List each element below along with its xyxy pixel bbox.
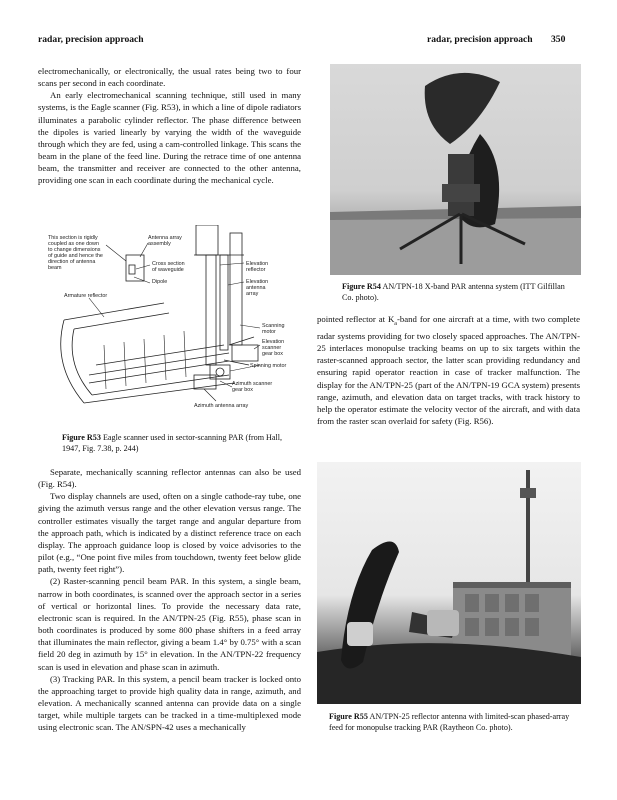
callout-cross-section: of waveguide bbox=[152, 267, 184, 273]
callout-elevation-gearbox: scanner bbox=[262, 345, 282, 351]
left-column-top bbox=[38, 65, 301, 187]
caption-text: AN/TPN-18 X-band PAR antenna system (ITT Gilfillan Co. photo). bbox=[342, 282, 565, 302]
tpn25-antenna-photo bbox=[317, 462, 581, 704]
paragraph bbox=[317, 313, 580, 427]
paragraph: (2) Raster-scanning pencil beam PAR. In this system, a single beam, narrow in both coordinates, is scanned over the approach sector in a series of vertical or horizontal lines. To provide the necessary data rate, electronic scan is required. In the AN/TPN-25 (Fig. R55), phase scan in both coordinates is produced by some 800 phase shifters in a feed array that illuminates the main reflector, giving a beam 1.4° by 0.75° with a scan field 20 deg in azimuth by 15° in elevation. In the AN/TPN-22 frequency scan is used in elevation and phase scan in azimuth. bbox=[38, 576, 301, 672]
callout-elevation-array: antenna bbox=[246, 285, 266, 291]
callout-section-note: This section is rigidly bbox=[48, 235, 98, 241]
callout-elevation-gearbox: Elevation bbox=[262, 339, 285, 345]
callout-scanning-motor: motor bbox=[262, 329, 276, 335]
caption-text: Eagle scanner used in sector-scanning PAR (from Hall, 1947, Fig. 7.38, p. 244) bbox=[62, 433, 283, 453]
paragraph: Two display channels are used, often on a single cathode-ray tube, one giving the azimuth versus range and the other elevation versus range. The controller estimates visually the target range and angular departure from the approach path, which is indicated by a distinct reference trace on each display. The approach guidance loop is closed by voice advisories to the pilot (e.g., “One point five miles from touchdown, twenty feet below glide path, twenty feet right”). bbox=[38, 491, 301, 575]
callout-scanning-motor: Scanning bbox=[262, 323, 285, 329]
paragraph-rest: -band for one aircraft at a time, with two complete radar systems providing for two closely spaced approaches. The AN/TPN-25 interlaces monopulse tracking beams on up to six targets within the raster-scanned approach sector, the latter scan providing redundancy and ensuring rapid operator reaction in case of tracker malfunction. The display for the AN/TPN-25 (part of the AN/TPN-19 GCA system) presents range, azimuth, and elevation data on target tracks, with track history to help the operator estimate the velocity vector of the aircraft, and with data from the raster scan overlaid for safety (Fig. R56). bbox=[317, 314, 581, 426]
callout-antenna-array: assembly bbox=[148, 241, 171, 247]
callout-section-note: beam bbox=[48, 265, 62, 271]
par-antenna-photo bbox=[330, 64, 581, 275]
callout-azimuth-gearbox: Azimuth scanner bbox=[232, 381, 273, 387]
callout-cross-section: Cross section bbox=[152, 261, 185, 267]
callout-elevation-reflector: reflector bbox=[246, 267, 266, 273]
paragraph: An early electromechanical scanning technique, still used in many systems, is the Eagle scanner (Fig. R53), in which a line of dipole radiators illuminates a parabolic cylinder reflector. The phase difference between the dipoles is varied linearly by varying the width of the waveguide through which they are fed, using a cam-controlled linkage. This scans the beam in the plane of the feed line. During the retrace time of one antenna beam, the transmitter and receiver are connected to the other antenna, providing one scan in each coordinate during the mechanical cycle. bbox=[38, 90, 301, 186]
figure-r55-caption bbox=[329, 711, 575, 733]
caption-text: AN/TPN-25 reflector antenna with limited-scan phased-array feed for monopulse tracking PAR (Raytheon Co. photo). bbox=[329, 712, 570, 732]
figure-r54-photo bbox=[330, 64, 581, 275]
callout-section-note: of guide and hence the bbox=[48, 253, 103, 259]
callout-antenna-array: Antenna array bbox=[148, 235, 182, 241]
paragraph: electromechanically, or electronically, the usual rates being two to four scans per second in each coordinate. bbox=[38, 66, 301, 89]
callout-section-note: to change dimensions bbox=[48, 247, 101, 253]
callout-elevation-reflector: Elevation bbox=[246, 261, 269, 267]
page-number: 350 bbox=[551, 34, 566, 45]
figure-r55-photo bbox=[317, 462, 581, 704]
callout-elevation-array: Elevation bbox=[246, 279, 269, 285]
callout-section-note: coupled as one down bbox=[48, 241, 99, 247]
callout-dipole: Dipole bbox=[152, 279, 168, 285]
right-column-text bbox=[317, 313, 580, 427]
callout-azimuth-array: Azimuth antenna array bbox=[194, 403, 249, 409]
paragraph-lead: pointed reflector at K bbox=[317, 314, 395, 324]
eagle-scanner-drawing bbox=[44, 225, 302, 427]
figure-r53-caption bbox=[62, 432, 294, 454]
running-header-left: radar, precision approach bbox=[38, 34, 144, 45]
callout-armature-reflector: Armature reflector bbox=[64, 293, 108, 299]
callout-elevation-array: array bbox=[246, 291, 259, 297]
callout-section-note: direction of antenna bbox=[48, 259, 96, 265]
figure-r53-diagram bbox=[44, 225, 302, 427]
callout-elevation-gearbox: gear box bbox=[262, 351, 283, 357]
subscript: a bbox=[394, 320, 397, 327]
figure-label: Figure R54 bbox=[342, 282, 381, 291]
callout-spinning-motor: Spinning motor bbox=[250, 363, 287, 369]
paragraph: (3) Tracking PAR. In this system, a pencil beam tracker is locked onto the approaching target to provide high quality data in range, azimuth, and elevation. A mechanically scanned antenna can provide data on a single target, while multiple targets can be tracked in a time-multiplexed mode using electronic scan. The AN/SPN-42 uses a mechanically bbox=[38, 673, 301, 733]
running-header-right: radar, precision approach bbox=[427, 34, 533, 45]
paragraph: Separate, mechanically scanning reflector antennas can also be used (Fig. R54). bbox=[38, 467, 301, 490]
callout-azimuth-gearbox: gear box bbox=[232, 387, 253, 393]
figure-label: Figure R55 bbox=[329, 712, 368, 721]
figure-label: Figure R53 bbox=[62, 433, 101, 442]
left-column-bottom bbox=[38, 466, 301, 733]
figure-r54-caption bbox=[342, 281, 578, 303]
